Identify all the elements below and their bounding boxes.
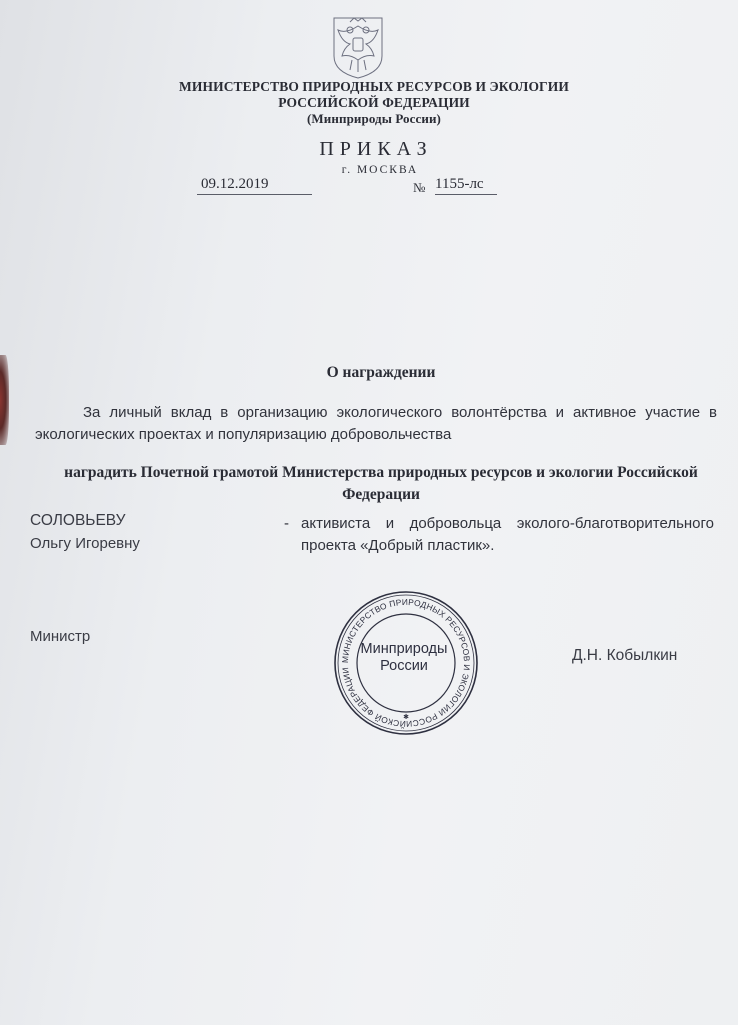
svg-text:✱: ✱ xyxy=(403,713,409,721)
ministry-short-name: (Минприроды России) xyxy=(307,111,441,126)
ministry-header xyxy=(0,79,738,127)
document-type: ПРИКАЗ xyxy=(319,138,433,160)
signatory-title: Министр xyxy=(30,628,91,645)
awardee-surname: СОЛОВЬЕВУ xyxy=(30,512,126,529)
seal-center-line2: России xyxy=(380,658,428,674)
ministry-name-line2: РОССИЙСКОЙ ФЕДЕРАЦИИ xyxy=(278,95,470,110)
seal-center-line1: Минприроды xyxy=(360,641,448,657)
number-sign: № xyxy=(413,180,426,195)
signatory-name: Д.Н. Кобылкин xyxy=(572,647,678,664)
preamble-paragraph: За личный вклад в организацию экологического волонтёрства и активное участие в экологических проектах и популяризацию добровольчества xyxy=(35,404,717,443)
order-number: 1155-лс xyxy=(435,176,497,195)
awardee-given-names: Ольгу Игоревну xyxy=(30,535,140,552)
city: г. МОСКВА xyxy=(341,164,419,176)
double-headed-eagle-icon xyxy=(328,12,388,80)
awardee-role: активиста и добровольца эколого-благотворительного проекта «Добрый пластик». xyxy=(301,515,714,554)
award-decision: наградить Почетной грамотой Министерства природных ресурсов и экологии Российской Федерации xyxy=(64,464,698,503)
ministry-name-line1: МИНИСТЕРСТВО ПРИРОДНЫХ РЕСУРСОВ И ЭКОЛОГИИ xyxy=(179,79,569,94)
seal-center-text xyxy=(345,641,463,675)
order-date: 09.12.2019 xyxy=(197,176,312,195)
order-subject: О награждении xyxy=(326,364,436,381)
awardee-dash: - xyxy=(284,515,289,532)
seal-ring-text: МИНИСТЕРСТВО ПРИРОДНЫХ РЕСУРСОВ И ЭКОЛОГИИ РОССИЙСКОЙ ФЕДЕРАЦИИ xyxy=(339,596,473,730)
